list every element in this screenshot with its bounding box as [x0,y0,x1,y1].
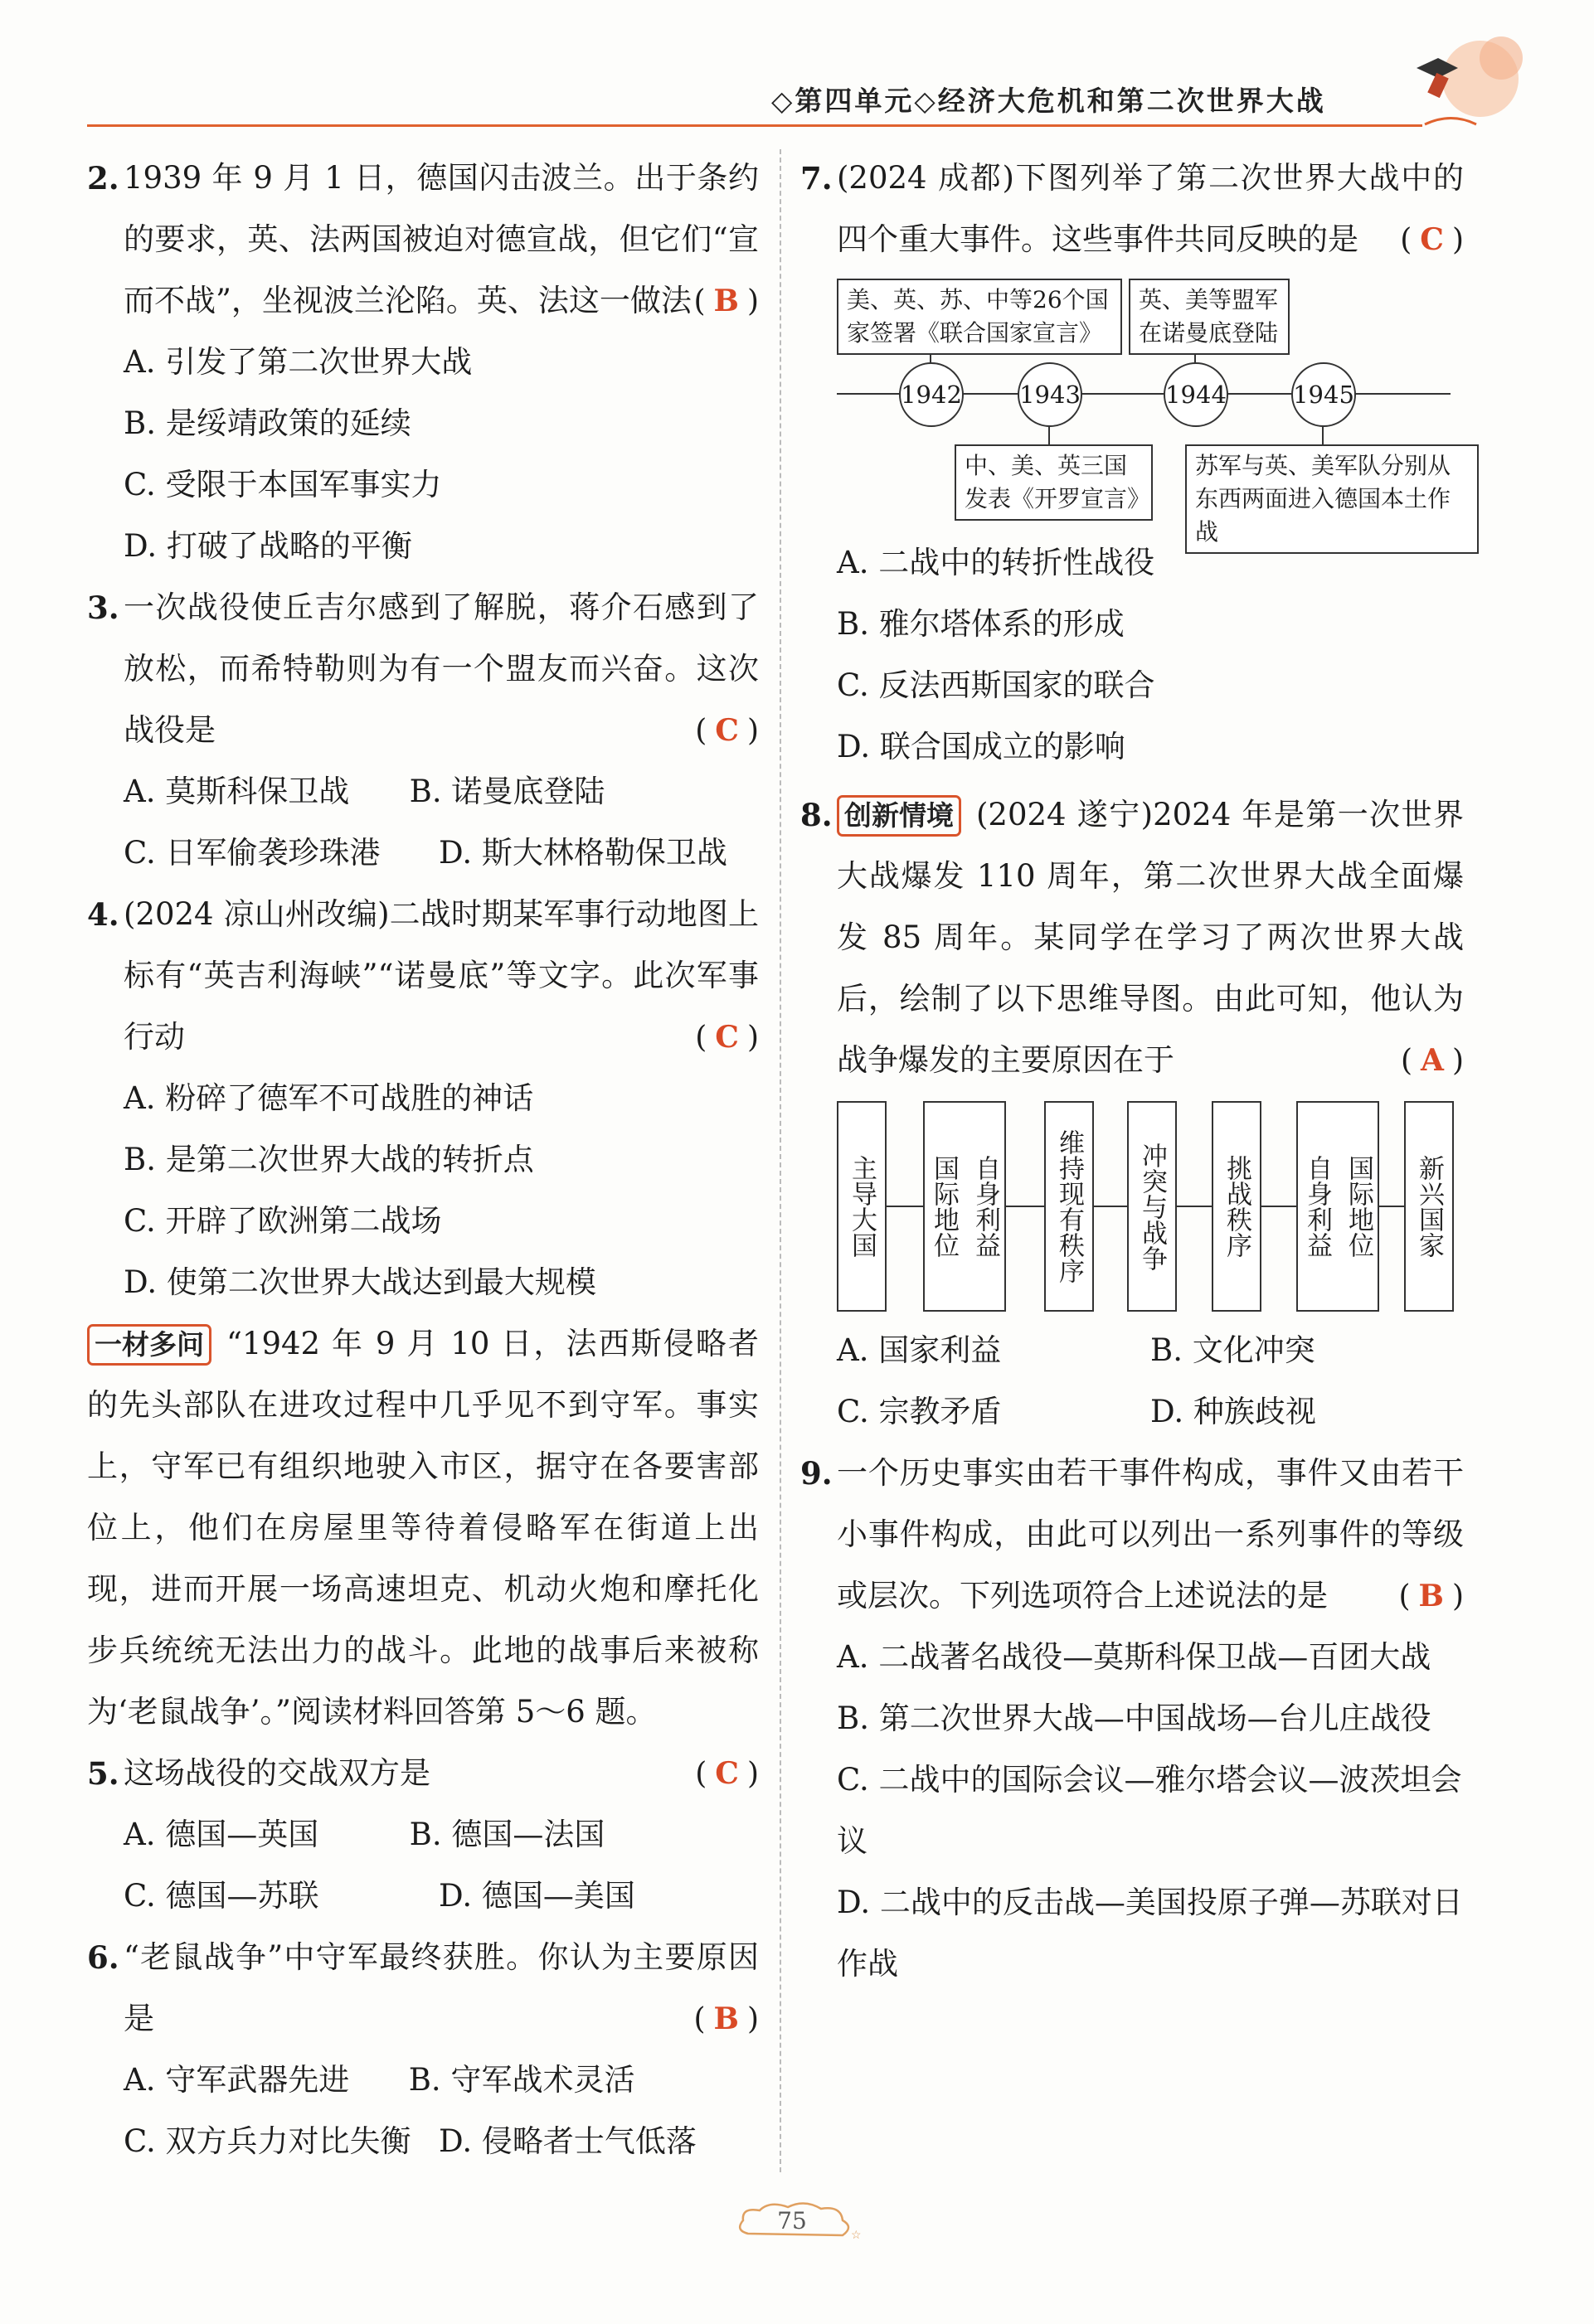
options-row [800,1381,1464,1443]
option-d: D. 侵略者士气低落 [439,2123,697,2159]
question-6 [87,1927,759,2050]
question-3 [87,577,759,761]
answer-bracket: ( C ) [695,713,759,748]
question-number: 4. [87,896,119,933]
answer-bracket: ( C ) [695,1756,759,1791]
option-b: B. 雅尔塔体系的形成 [837,606,1125,642]
mindmap-text: 自身利益 [1302,1155,1332,1258]
option-d: D. 打破了战略的平衡 [124,528,412,564]
option-a: A. 莫斯科保卫战 [124,774,350,809]
answer-letter: B [713,2001,739,2036]
mindmap-box-1 [837,1101,887,1312]
option-d: D. 斯大林格勒保卫战 [439,835,727,871]
option-a: A. 引发了第二次世界大战 [124,344,473,380]
option-b: B. 文化冲突 [1150,1332,1315,1368]
answer-bracket: ( C ) [695,1020,759,1055]
option-a: A. 守军武器先进 [124,2062,350,2098]
option-c: C. 德国—苏联 [124,1878,319,1914]
mindmap-box-7 [1404,1101,1454,1312]
mindmap-text: 挑战秩序 [1222,1155,1251,1258]
options-row [87,1804,695,1866]
option-b: B. 第二次世界大战—中国战场—台儿庄战役 [837,1701,1431,1736]
question-stem: 这场战役的交战双方是 [124,1755,430,1791]
answer-bracket: ( B ) [693,284,759,318]
year-circle-1945: 1945 [1291,362,1356,427]
options-row [87,761,695,822]
answer-bracket: ( B ) [1398,1579,1464,1613]
scenario-tag: 创新情境 [837,795,961,837]
year-circle-1943: 1943 [1018,362,1082,427]
material-text: “1942 年 9 月 10 日，法西斯侵略者的先头部队在进攻过程中几乎见不到守军。事实上，守军已有组织地驶入市区，据守在各要害部位上，他们在房屋里等待着侵略军在街道上出现，进而开展一场高速坦克、机动火炮和摩托化步兵统统无法出力的战斗。此地的战事后来被称为‘老鼠战争’。”阅读材料回答第 5～6 题。 [87,1326,759,1730]
timeline-diagram [837,279,1464,546]
mindmap-text: 国际地位 [929,1155,959,1258]
option-c: C. 日军偷袭珍珠港 [124,835,381,871]
answer-letter: C [715,1756,739,1791]
mortarboard-pencil-icon [1410,50,1460,108]
question-5 [87,1743,759,1804]
event-box-1942: 美、英、苏、中等26个国家签署《联合国家宣言》 [837,279,1122,355]
year-circle-1942: 1942 [899,362,964,427]
question-4 [87,884,759,1068]
option-b: B. 诺曼底登陆 [409,774,605,809]
option-c: C. 受限于本国军事实力 [124,467,442,502]
question-stem: “老鼠战争”中守军最终获胜。你认为主要原因是 [124,1939,759,2036]
option-a: A. 二战著名战役—莫斯科保卫战—百团大战 [837,1639,1431,1675]
question-number: 7. [800,160,833,196]
question-stem: 一个历史事实由若干事件构成，事件又由若干小事件构成，由此可以列出一系列事件的等级或层次。下列选项符合上述说法的是 [837,1455,1464,1613]
mind-map-diagram [837,1101,1451,1317]
mindmap-box-2 [923,1101,1006,1312]
question-number: 9. [800,1455,833,1492]
mindmap-text: 国际地位 [1344,1155,1373,1258]
question-number: 3. [87,589,119,626]
option-a: A. 二战中的转折性战役 [837,545,1155,580]
right-column [800,148,1464,1995]
left-column [87,148,759,2172]
answer-letter: B [713,284,739,318]
option-c: C. 双方兵力对比失衡 [124,2123,411,2159]
option-a: A. 粉碎了德军不可战胜的神话 [124,1080,534,1116]
option-d: D. 二战中的反击战—美国投原子弹—苏联对日作战 [837,1885,1463,1982]
answer-bracket: ( C ) [1400,222,1464,257]
option-a: A. 德国—英国 [124,1817,319,1852]
mindmap-box-3 [1044,1101,1094,1312]
answer-bracket: ( A ) [1400,1043,1464,1078]
question-8 [800,784,1464,1091]
option-c: C. 开辟了欧洲第二战场 [124,1203,442,1239]
option-c: C. 二战中的国际会议—雅尔塔会议—波茨坦会议 [837,1762,1462,1859]
question-9 [800,1443,1464,1627]
question-number: 8. [800,797,833,833]
reading-material [87,1313,759,1743]
options-row [800,1320,1464,1381]
question-number: 2. [87,160,119,196]
unit-title: ◇第四单元◇经济大危机和第二次世界大战 [771,85,1326,117]
question-7 [800,148,1464,270]
answer-bracket: ( B ) [693,2001,759,2036]
mindmap-text: 新兴国家 [1414,1155,1444,1258]
header-rule [87,124,1422,127]
mindmap-box-5 [1212,1101,1261,1312]
column-divider [780,149,781,2172]
svg-text:☆: ☆ [851,2229,862,2242]
options-row [87,1866,759,1927]
mindmap-text: 冲突与战争 [1137,1142,1167,1271]
option-d: D. 联合国成立的影响 [837,729,1125,764]
option-c: C. 反法西斯国家的联合 [837,667,1155,703]
option-a: A. 国家利益 [837,1332,1002,1368]
options-row [87,2050,693,2111]
question-2 [87,148,759,332]
question-stem: (2024 凉山州改编)二战时期某军事行动地图上标有“英吉利海峡”“诺曼底”等文字。此次军事行动 [124,896,759,1055]
year-circle-1944: 1944 [1164,362,1228,427]
mindmap-text: 维持现有秩序 [1054,1129,1084,1283]
option-b: B. 德国—法国 [409,1817,605,1852]
answer-letter: B [1418,1579,1444,1613]
answer-letter: C [1420,222,1444,257]
question-number: 6. [87,1939,119,1976]
mindmap-box-4 [1127,1101,1177,1312]
option-d: D. 种族歧视 [1150,1394,1316,1429]
option-b: B. 是第二次世界大战的转折点 [124,1142,534,1177]
question-number: 5. [87,1755,119,1792]
answer-letter: C [715,713,739,748]
question-stem: 一次战役使丘吉尔感到了解脱，蒋介石感到了放松，而希特勒则为有一个盟友而兴奋。这次战役是 [124,589,759,748]
mindmap-text: 自身利益 [970,1155,1000,1258]
option-c: C. 宗教矛盾 [837,1394,1002,1429]
material-tag: 一材多问 [87,1324,211,1366]
option-b: B. 守军战术灵活 [408,2062,635,2098]
page-number-badge [730,2197,863,2247]
answer-letter: A [1421,1043,1444,1078]
event-box-1944: 英、美等盟军在诺曼底登陆 [1129,279,1290,355]
answer-letter: C [715,1020,739,1055]
question-stem: (2024 遂宁)2024 年是第一次世界大战爆发 110 周年，第二次世界大战全面爆发 85 周年。某同学在学习了两次世界大战后，绘制了以下思维导图。由此可知，他认为战争爆发的主要原因在于 [837,797,1464,1078]
event-box-1943: 中、美、英三国发表《开罗宣言》 [955,444,1153,521]
event-box-1945: 苏军与英、美军队分别从东西两面进入德国本土作战 [1185,444,1479,554]
question-stem: (2024 成都)下图列举了第二次世界大战中的四个重大事件。这些事件共同反映的是 [837,160,1464,257]
question-stem: 1939 年 9 月 1 日，德国闪击波兰。出于条约的要求，英、法两国被迫对德宣战，但它们“宣而不战”，坐视波兰沦陷。英、法这一做法 [124,160,759,318]
mindmap-box-6 [1296,1101,1379,1312]
page-header [0,0,1594,133]
option-b: B. 是绥靖政策的延续 [124,405,411,441]
page-number: 75 [777,2207,807,2234]
options-row [87,822,759,884]
mindmap-text: 主导大国 [847,1155,877,1258]
option-d: D. 德国—美国 [439,1878,635,1914]
option-d: D. 使第二次世界大战达到最大规模 [124,1264,596,1300]
options-row [87,2111,759,2172]
